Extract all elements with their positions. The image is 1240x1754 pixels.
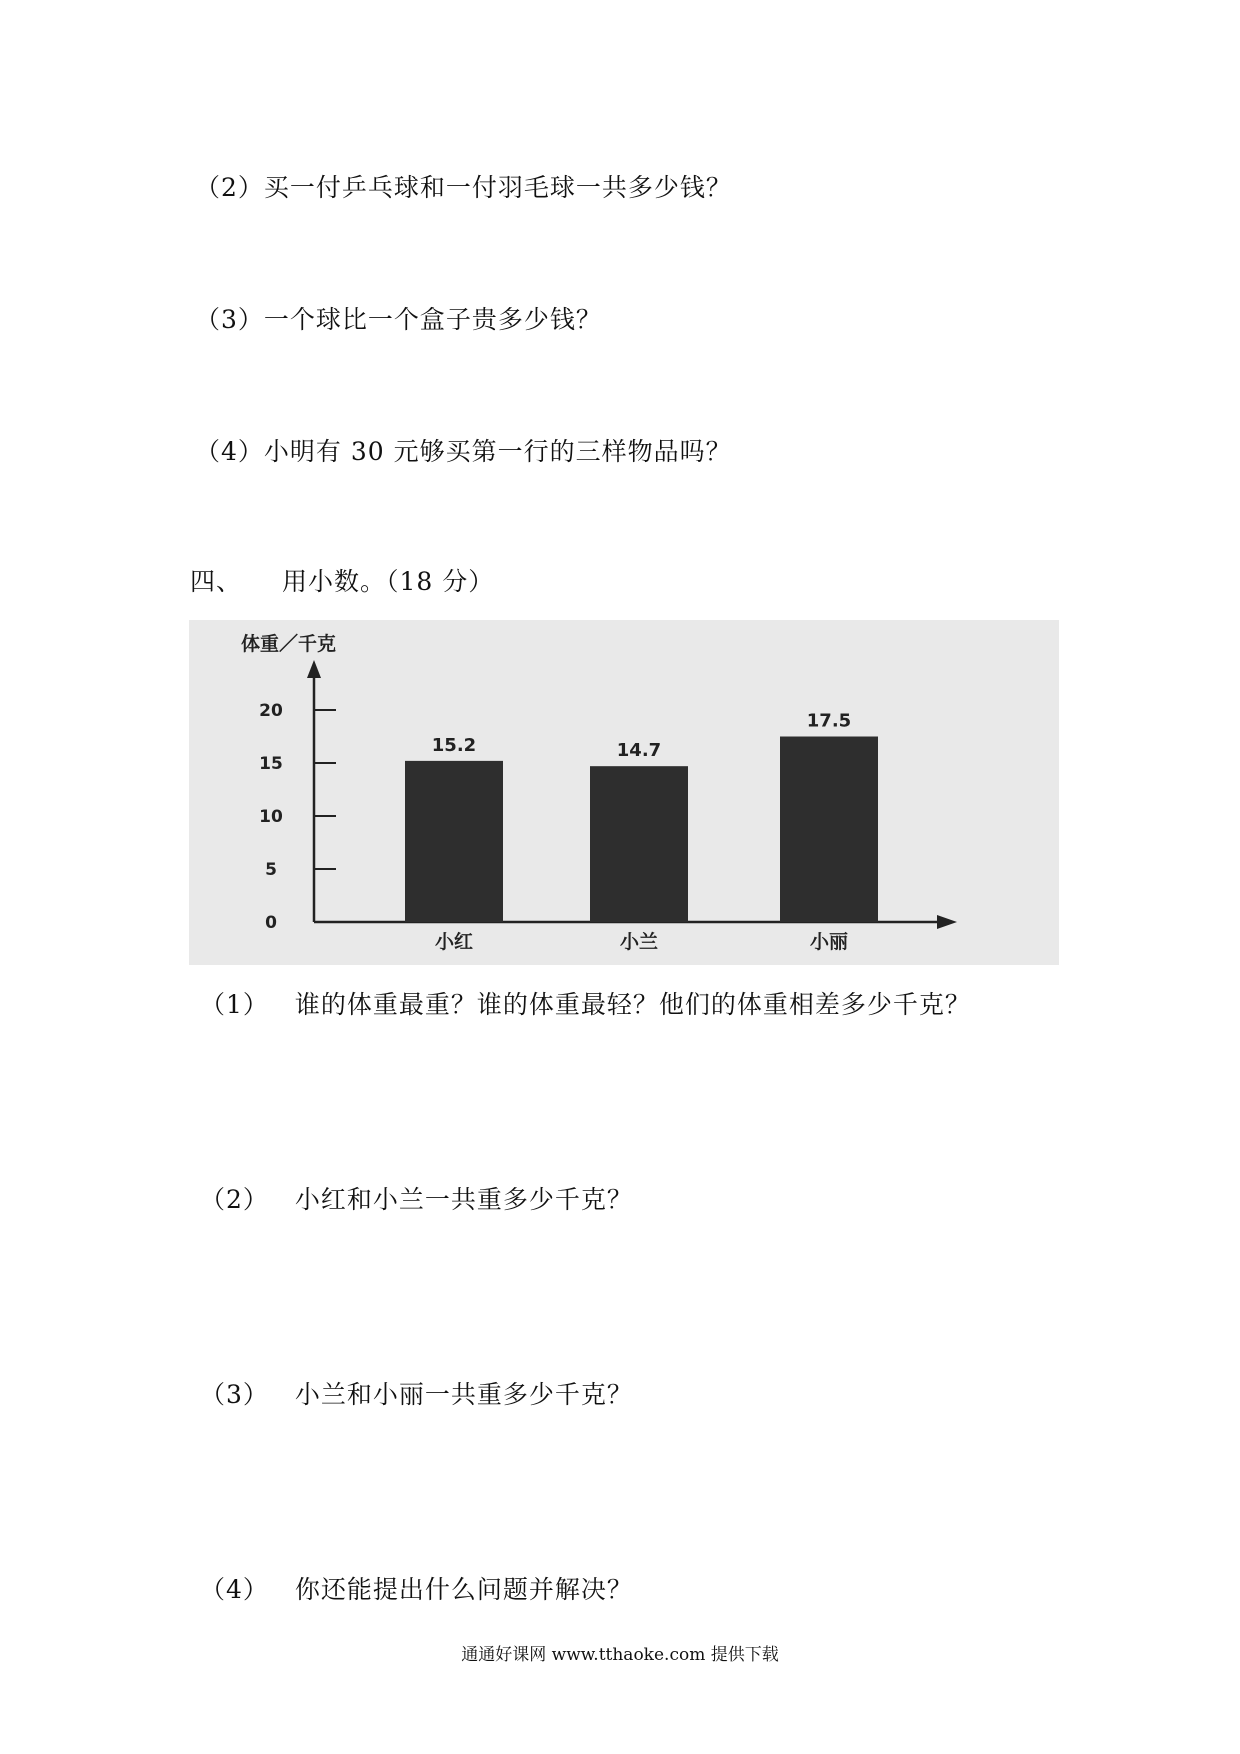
question-4 bbox=[195, 432, 732, 468]
bar bbox=[405, 761, 503, 922]
bar-value-label: 17.5 bbox=[806, 710, 852, 732]
category-label: 小兰 bbox=[619, 931, 659, 953]
chart-svg bbox=[189, 620, 1059, 965]
question-number: （3） bbox=[200, 1380, 269, 1409]
question-text: 小明有 30 元够买第一行的三样物品吗？ bbox=[263, 437, 732, 466]
bar bbox=[590, 766, 688, 922]
question-text: 小红和小兰一共重多少千克？ bbox=[294, 1185, 633, 1214]
section-number: 四、 bbox=[190, 567, 243, 596]
question-2 bbox=[195, 168, 732, 204]
x-axis-arrow bbox=[937, 915, 957, 929]
section-title: 用小数。（18 分） bbox=[282, 567, 495, 596]
y-axis-arrow bbox=[307, 660, 321, 678]
chart-question-2 bbox=[200, 1180, 633, 1216]
question-text: 一个球比一个盒子贵多少钱？ bbox=[263, 305, 602, 334]
question-text: 谁的体重最重？谁的体重最轻？他们的体重相差多少千克？ bbox=[294, 990, 971, 1019]
question-number: （4） bbox=[195, 437, 264, 466]
y-tick-label: 0 bbox=[265, 913, 277, 933]
question-text: 小兰和小丽一共重多少千克？ bbox=[294, 1380, 633, 1409]
y-tick-label: 10 bbox=[259, 807, 283, 827]
chart-question-3 bbox=[200, 1375, 633, 1411]
category-label: 小红 bbox=[434, 931, 474, 953]
question-number: （4） bbox=[200, 1575, 269, 1604]
bar-value-label: 14.7 bbox=[616, 740, 662, 762]
bar bbox=[780, 737, 878, 923]
question-number: （2） bbox=[200, 1185, 269, 1214]
footer-source: 通通好课网 www.tthaoke.com 提供下载 bbox=[461, 1645, 779, 1665]
category-label: 小丽 bbox=[809, 931, 849, 953]
y-tick-label: 20 bbox=[259, 701, 283, 721]
question-number: （2） bbox=[195, 173, 264, 202]
question-text: 买一付乒乓球和一付羽毛球一共多少钱？ bbox=[263, 173, 732, 202]
y-tick-label: 15 bbox=[259, 754, 283, 774]
y-axis-title: 体重／千克 bbox=[241, 633, 337, 655]
chart-question-1 bbox=[200, 985, 971, 1021]
weight-bar-chart bbox=[189, 620, 1059, 965]
chart-question-4 bbox=[200, 1570, 633, 1606]
question-number: （3） bbox=[195, 305, 264, 334]
question-3 bbox=[195, 300, 602, 336]
question-number: （1） bbox=[200, 990, 269, 1019]
y-tick-label: 5 bbox=[265, 860, 277, 880]
question-text: 你还能提出什么问题并解决？ bbox=[294, 1575, 633, 1604]
bar-value-label: 15.2 bbox=[431, 734, 477, 756]
section-heading bbox=[190, 562, 494, 598]
